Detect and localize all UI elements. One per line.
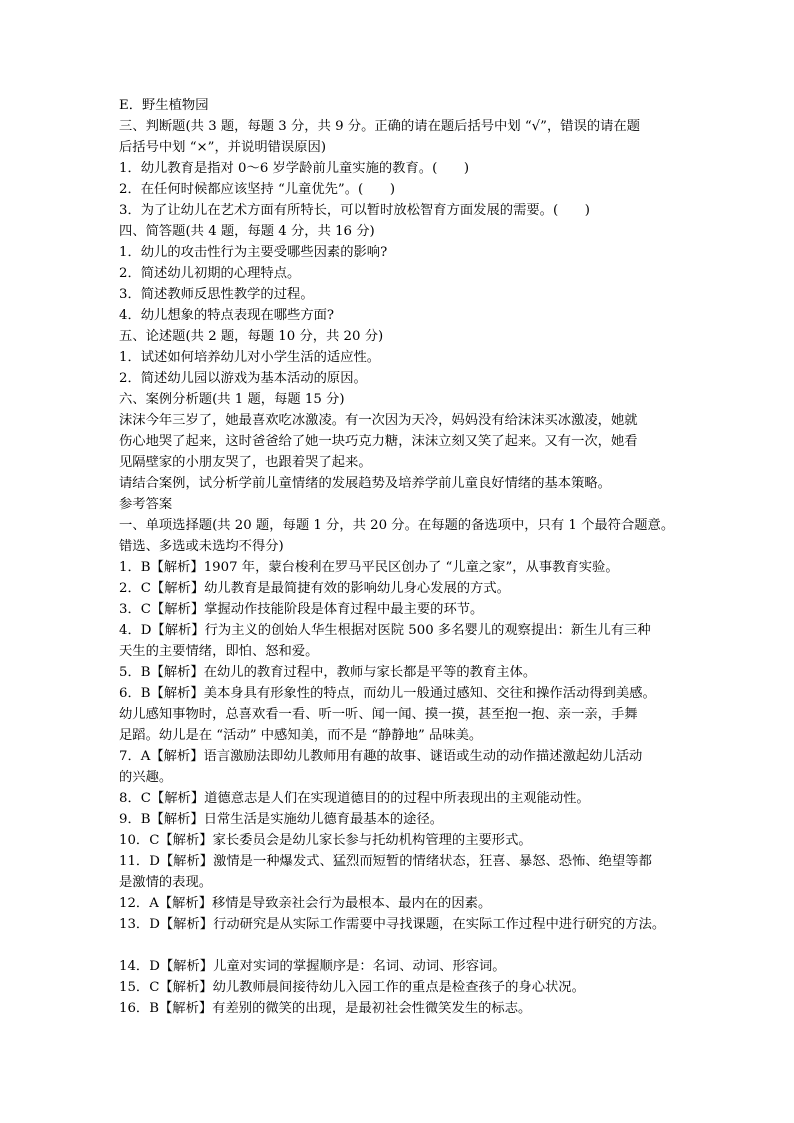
case-question: 请结合案例，试分析学前儿童情绪的发展趋势及培养学前儿童良好情绪的基本策略。 <box>119 476 611 491</box>
case-text-line-1: 沫沫今年三岁了，她最喜欢吃冰激凌。有一次因为天冷，妈妈没有给沫沫买冰激凌，她就 <box>119 413 638 428</box>
answers-section-single-choice: 一、单项选择题(共 20 题，每题 1 分，共 20 分。在每题的备选项中，只有 1 个最符合题意。 <box>119 518 675 533</box>
answer-11: 11．D【解析】激情是一种爆发式、猛烈而短暂的情绪状态，狂喜、暴怒、恐怖、绝望等都 <box>119 854 652 869</box>
answer-3: 3．C【解析】掌握动作技能阶段是体育过程中最主要的环节。 <box>119 602 484 617</box>
answer-1: 1．B【解析】1907 年，蒙台梭利在罗马平民区创办了 “儿童之家”，从事教育实验。 <box>119 560 619 575</box>
judgment-question-2: 2．在任何时候都应该坚持 “儿童优先”。( ) <box>119 182 396 197</box>
answer-10: 10．C【解析】家长委员会是幼儿家长参与托幼机构管理的主要形式。 <box>119 833 532 848</box>
answer-6-cont-2: 足蹈。幼儿是在 “活动” 中感知美，而不是 “静静地” 品味美。 <box>119 728 483 743</box>
answer-15: 15．C【解析】幼儿教师晨间接待幼儿入园工作的重点是检查孩子的身心状况。 <box>119 980 585 995</box>
judgment-question-1: 1．幼儿教育是指对 0～6 岁学龄前儿童实施的教育。( ) <box>119 161 470 176</box>
section-case-heading: 六、案例分析题(共 1 题，每题 15 分) <box>119 392 345 407</box>
short-answer-question-2: 2．简述幼儿初期的心理特点。 <box>119 266 301 281</box>
section-short-answer-heading: 四、简答题(共 4 题，每题 4 分，共 16 分) <box>119 224 375 239</box>
answer-13: 13．D【解析】行动研究是从实际工作需要中寻找课题，在实际工作过程中进行研究的方法。 <box>119 917 666 932</box>
answer-12: 12．A【解析】移情是导致亲社会行为最根本、最内在的因素。 <box>119 896 492 911</box>
essay-question-2: 2．简述幼儿园以游戏为基本活动的原因。 <box>119 371 367 386</box>
answer-7-cont: 的兴趣。 <box>119 770 173 785</box>
answer-6-cont-1: 幼儿感知事物时，总喜欢看一看、听一听、闻一闻、摸一摸，甚至抱一抱、亲一亲，手舞 <box>119 707 638 722</box>
case-text-line-3: 见隔壁家的小朋友哭了，也跟着哭了起来。 <box>119 455 372 470</box>
blank-line <box>119 935 681 956</box>
option-e: E．野生植物园 <box>119 98 209 113</box>
answer-5: 5．B【解析】在幼儿的教育过程中，教师与家长都是平等的教育主体。 <box>119 665 537 680</box>
section-judgment-heading-cont: 后括号中划 “×”，并说明错误原因) <box>119 140 327 155</box>
judgment-question-3: 3．为了让幼儿在艺术方面有所特长，可以暂时放松智育方面发展的需要。( ) <box>119 203 590 218</box>
section-judgment-heading: 三、判断题(共 3 题，每题 3 分，共 9 分。正确的请在题后括号中划 “√”，错误的请在题 <box>119 119 641 134</box>
short-answer-question-3: 3．简述教师反思性教学的过程。 <box>119 287 314 302</box>
document-page <box>119 95 681 1019</box>
answer-6: 6．B【解析】美本身具有形象性的特点，而幼儿一般通过感知、交往和操作活动得到美感。 <box>119 686 656 701</box>
essay-question-1: 1．试述如何培养幼儿对小学生活的适应性。 <box>119 350 381 365</box>
case-text-line-2: 伤心地哭了起来，这时爸爸给了她一块巧克力糖，沫沫立刻又笑了起来。又有一次，她看 <box>119 434 638 449</box>
answer-14: 14．D【解析】儿童对实词的掌握顺序是：名词、动词、形容词。 <box>119 959 506 974</box>
answers-section-single-choice-cont: 错选、多选或未选均不得分) <box>119 539 284 554</box>
answer-4: 4．D【解析】行为主义的创始人华生根据对医院 500 多名婴儿的观察提出：新生儿有三种 <box>119 623 651 638</box>
short-answer-question-1: 1．幼儿的攻击性行为主要受哪些因素的影响? <box>119 245 388 260</box>
answer-2: 2．C【解析】幼儿教育是最简捷有效的影响幼儿身心发展的方式。 <box>119 581 510 596</box>
answer-7: 7．A【解析】语言激励法即幼儿教师用有趣的故事、谜语或生动的动作描述激起幼儿活动 <box>119 749 643 764</box>
answer-9: 9．B【解析】日常生活是实施幼儿德育最基本的途径。 <box>119 812 444 827</box>
answer-16: 16．B【解析】有差别的微笑的出现，是最初社会性微笑发生的标志。 <box>119 1001 532 1016</box>
section-essay-heading: 五、论述题(共 2 题，每题 10 分，共 20 分) <box>119 329 384 344</box>
answers-heading: 参考答案 <box>119 497 173 512</box>
answer-8: 8．C【解析】道德意志是人们在实现道德目的的过程中所表现出的主观能动性。 <box>119 791 590 806</box>
answer-4-cont: 天生的主要情绪，即怕、怒和爱。 <box>119 644 319 659</box>
answer-11-cont: 是激情的表现。 <box>119 875 213 890</box>
short-answer-question-4: 4．幼儿想象的特点表现在哪些方面? <box>119 308 335 323</box>
